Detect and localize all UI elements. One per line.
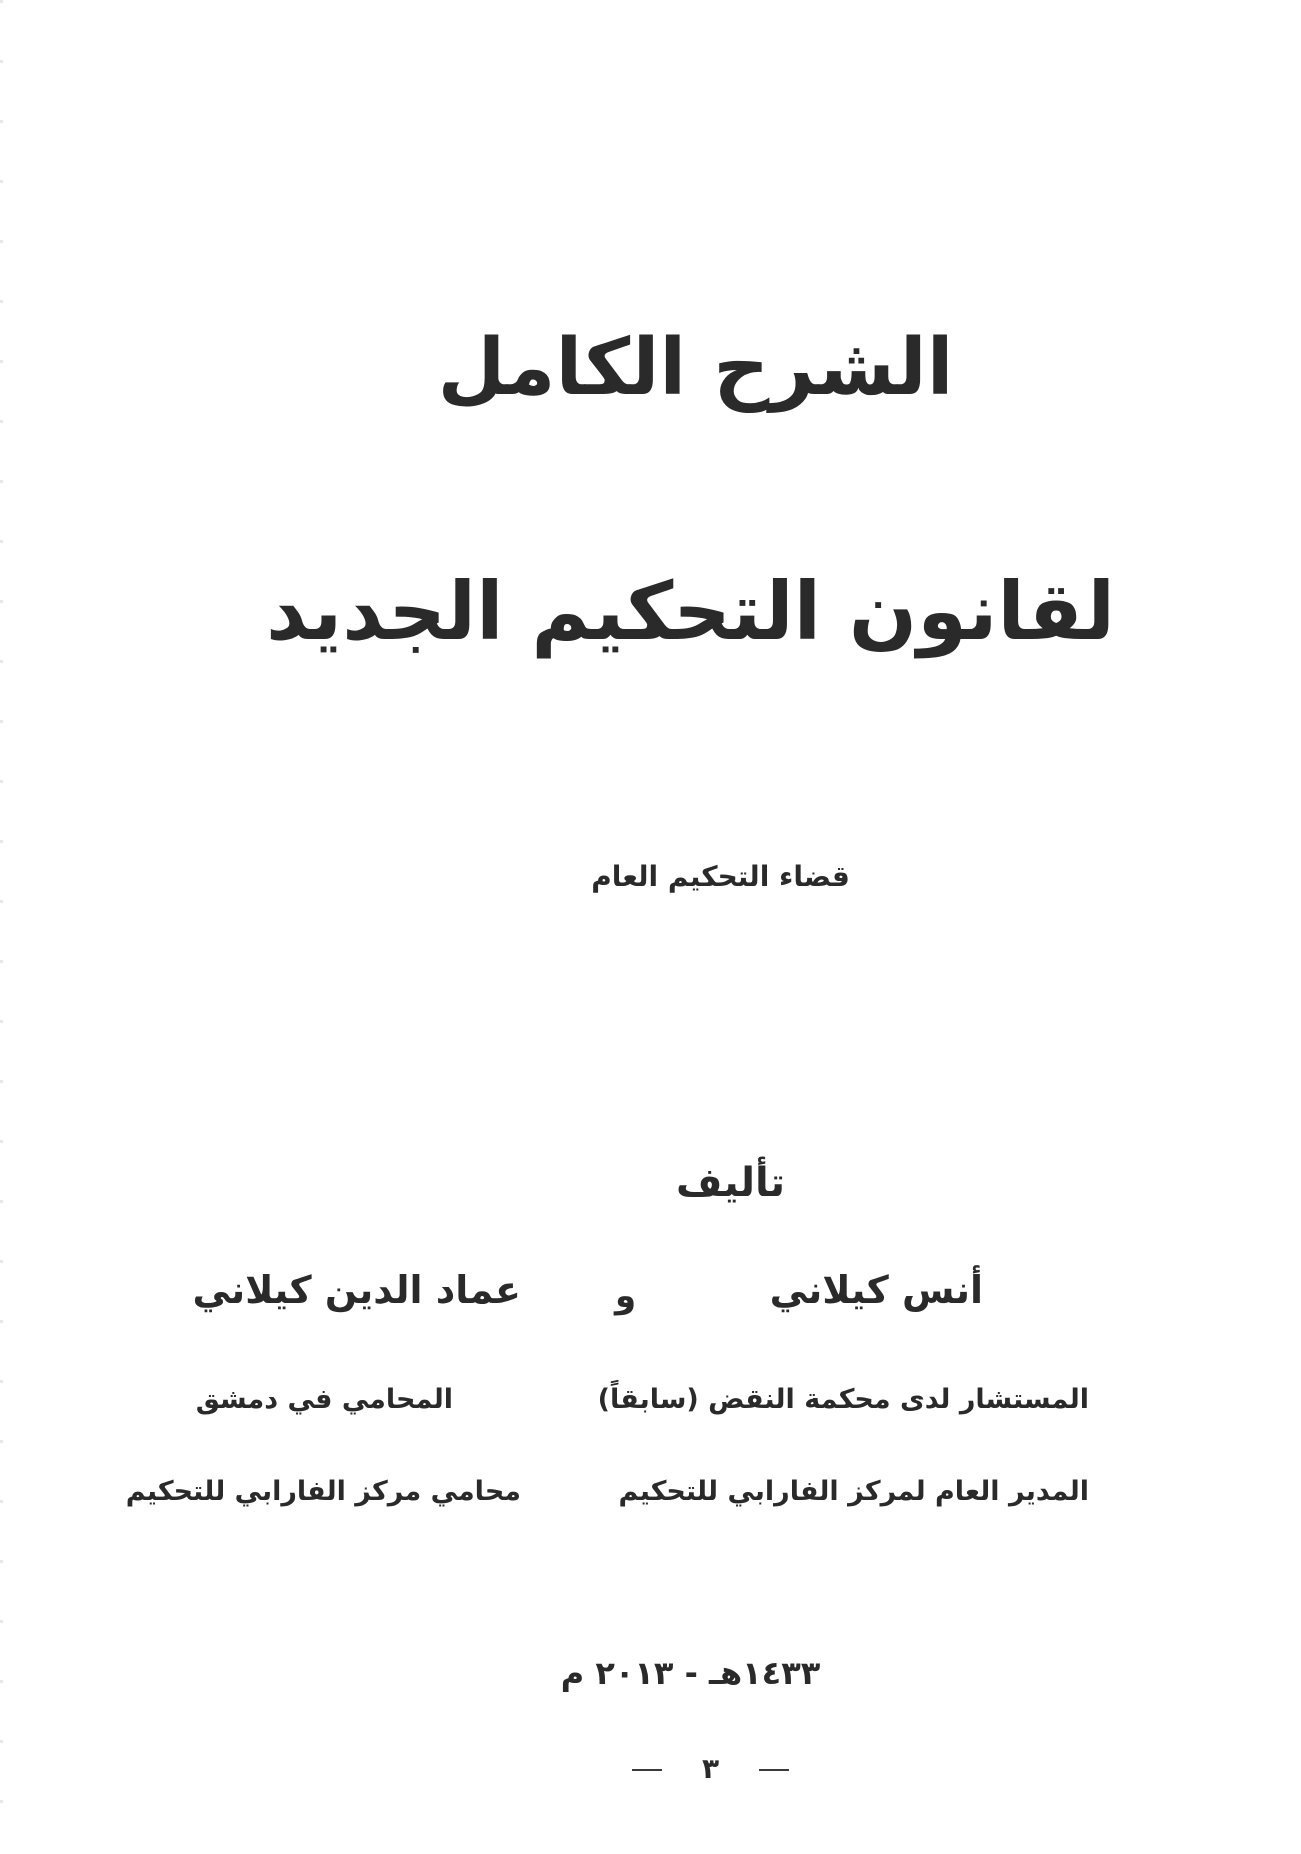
page-number-dash-left xyxy=(632,1769,662,1771)
authorship-label: تأليف xyxy=(675,1160,786,1206)
book-title-line-2: لقانون التحكيم الجديد xyxy=(265,565,1116,658)
page-number-dash-right xyxy=(759,1769,789,1771)
author-1-role-1: المستشار لدى محكمة النقض (سابقاً) xyxy=(597,1384,1089,1415)
author-1-role-2: المدير العام لمركز الفارابي للتحكيم xyxy=(618,1476,1089,1507)
page-number-block xyxy=(0,1752,1301,1785)
author-1-name: أنس كيلاني xyxy=(769,1268,983,1312)
page-number: ٣ xyxy=(701,1752,720,1785)
author-2-name: عماد الدين كيلاني xyxy=(192,1268,521,1312)
book-title-line-1: الشرح الكامل xyxy=(437,323,954,413)
author-2-role-2: محامي مركز الفارابي للتحكيم xyxy=(125,1476,521,1507)
publication-date: ١٤٣٣هـ - ٢٠١٣ م xyxy=(560,1654,821,1692)
author-2-role-1: المحامي في دمشق xyxy=(195,1384,453,1415)
book-subtitle: قضاء التحكيم العام xyxy=(591,860,850,893)
scan-edge xyxy=(0,0,3,1854)
author-connector: و xyxy=(615,1276,637,1316)
